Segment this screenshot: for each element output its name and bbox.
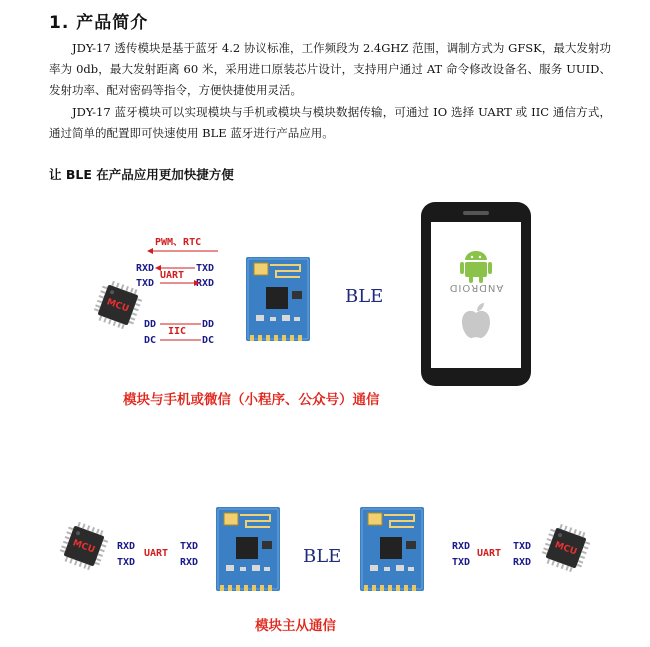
caption-phone-communication: 模块与手机或微信（小程序、公众号）通信: [123, 392, 380, 408]
txd-left-label: TXD: [136, 278, 155, 289]
iic-label: IIC: [168, 326, 187, 337]
caption-master-slave: 模块主从通信: [255, 618, 336, 634]
section-heading: 1. 产品简介: [49, 13, 149, 33]
ble-label-1: BLE: [345, 286, 384, 307]
mcu-label: MCU: [553, 540, 579, 558]
uart-left-label: UART: [144, 548, 169, 559]
txd-right-label: TXD: [196, 263, 215, 274]
ble-module-master: [216, 507, 280, 591]
intro-paragraph-1: JDY-17 透传模块是基于蓝牙 4.2 协议标准，工作频段为 2.4GHZ 范围，调制方式为 GFSK，最大发射功率为 0db，最大发射距离 60 米，采用进口原装芯片设计，支持用户通过 AT 命令修改设备名、服务 UUID、发射功率、配对密码等指令，方便快捷使用灵活。: [49, 41, 611, 97]
uart-right-label: UART: [477, 548, 502, 559]
dc-left-label: DC: [144, 335, 157, 346]
mcu-chip-bottom-right: [539, 521, 593, 575]
dc-right-label: DC: [202, 335, 215, 346]
mcu-label: MCU: [71, 538, 97, 556]
pwm-rtc-label: PWM、RTC: [155, 237, 202, 248]
ble-module-slave: [360, 507, 424, 591]
mcu-label: MCU: [105, 297, 131, 315]
rxd1-label: RXD: [117, 541, 136, 552]
txd3-label: TXD: [452, 557, 471, 568]
rxd-left-label: RXD: [136, 263, 155, 274]
txd2-label: TXD: [180, 541, 199, 552]
mcu-chip-bottom-left: [57, 519, 111, 573]
ble-subheading: 让 BLE 在产品应用更加快捷方便: [49, 167, 234, 182]
ble-module-1: [246, 257, 310, 341]
txd1-label: TXD: [117, 557, 136, 568]
dd-right-label: DD: [202, 319, 215, 330]
intro-paragraph-2: JDY-17 蓝牙模块可以实现模块与手机或模块与模块数据传输，可通过 IO 选择 UART 或 IIC 通信方式，通过简单的配置即可快速使用 BLE 蓝牙进行产品应用。: [49, 105, 611, 140]
smartphone: [421, 202, 531, 386]
android-wordmark: ANDROID: [448, 282, 504, 293]
rxd4-label: RXD: [513, 557, 532, 568]
txd4-label: TXD: [513, 541, 532, 552]
rxd-right-label: RXD: [196, 278, 215, 289]
ble-label-2: BLE: [303, 546, 342, 567]
rxd2-label: RXD: [180, 557, 199, 568]
rxd3-label: RXD: [452, 541, 471, 552]
uart-label: UART: [160, 270, 185, 281]
dd-left-label: DD: [144, 319, 157, 330]
